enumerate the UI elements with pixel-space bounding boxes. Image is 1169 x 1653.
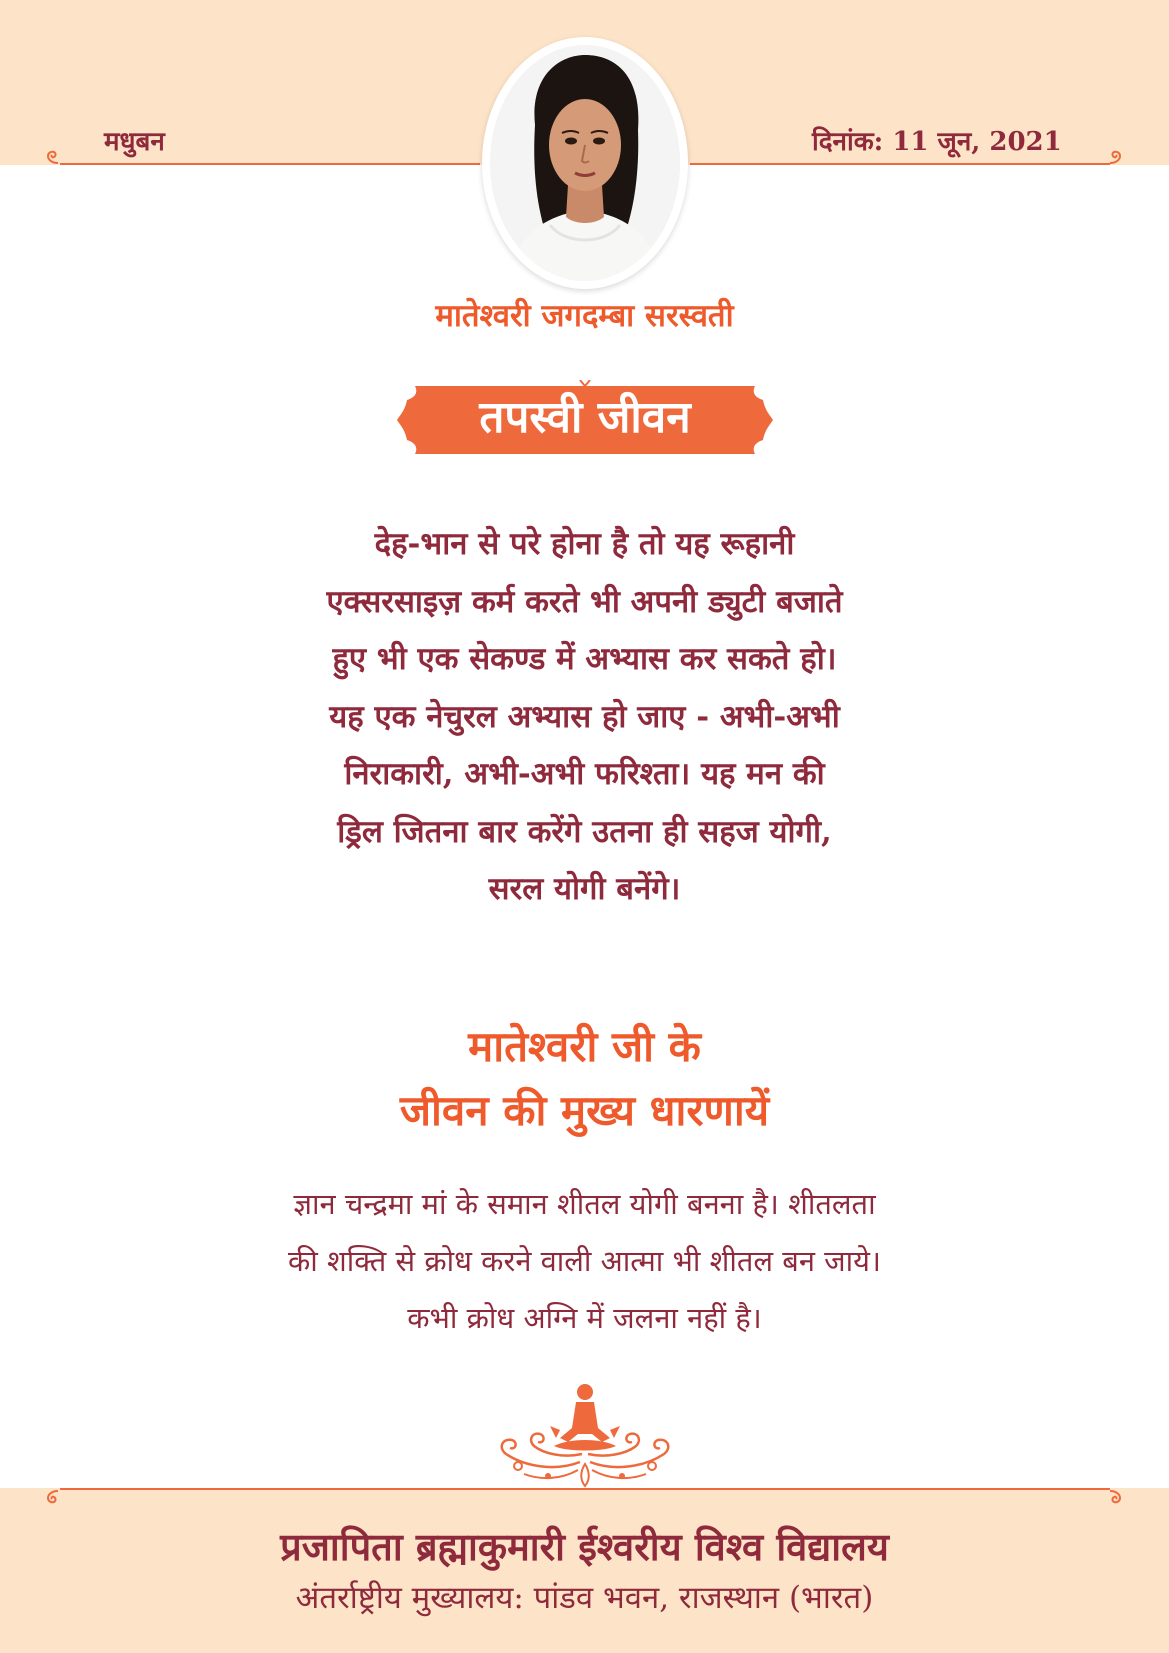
message-line: यह एक नेचुरल अभ्यास हो जाए - अभी-अभी xyxy=(329,698,840,735)
section-paragraph xyxy=(150,1176,1019,1347)
header-rule-right xyxy=(690,163,1110,165)
section-line: की शक्ति से क्रोध करने वाली आत्मा भी शीतल बन जाये। xyxy=(288,1244,881,1278)
swirl-ornament-icon xyxy=(46,1490,60,1504)
swirl-ornament-icon xyxy=(46,150,60,164)
section-heading-line: जीवन की मुख्य धारणायें xyxy=(399,1086,770,1135)
meditating-figure-icon xyxy=(484,1380,686,1490)
section-heading xyxy=(0,1015,1169,1143)
location-label: मधुबन xyxy=(104,127,165,157)
message-line: एक्सरसाइज़ कर्म करते भी अपनी ड्युटी बजाते xyxy=(326,583,843,620)
footer-rule xyxy=(60,1488,1110,1490)
header-rule-left xyxy=(60,163,480,165)
organization-name: प्रजापिता ब्रह्माकुमारी ईश्वरीय विश्व विद्यालय xyxy=(280,1524,889,1569)
swirl-ornament-icon xyxy=(1108,150,1122,164)
portrait-image xyxy=(490,45,680,281)
message-line: हुए भी एक सेकण्ड में अभ्यास कर सकते हो। xyxy=(332,641,837,677)
message-line: देह-भान से परे होना है तो यह रूहानी xyxy=(374,526,795,562)
section-line: कभी क्रोध अग्नि में जलना नहीं है। xyxy=(407,1301,762,1335)
portrait-caption: मातेश्वरी जगदम्बा सरस्वती xyxy=(435,298,734,334)
date-label: दिनांक: 11 जून, 2021 xyxy=(812,127,1062,157)
message-line: सरल योगी बनेंगे। xyxy=(488,871,681,907)
message-line: ड्रिल जितना बार करेंगे उतना ही सहज योगी, xyxy=(337,813,832,850)
message-paragraph xyxy=(200,516,969,919)
message-line: निराकारी, अभी-अभी फरिश्ता। यह मन की xyxy=(344,756,825,792)
section-line: ज्ञान चन्द्रमा मां के समान शीतल योगी बनना है। शीतलता xyxy=(293,1187,876,1221)
swirl-ornament-icon xyxy=(1108,1490,1122,1504)
portrait-frame xyxy=(482,37,688,289)
section-heading-line: मातेश्वरी जी के xyxy=(468,1022,701,1071)
headquarters-address: अंतर्राष्ट्रीय मुख्यालय: पांडव भवन, राजस्थान (भारत) xyxy=(295,1580,874,1616)
banner-title: तपस्वी जीवन xyxy=(479,392,691,443)
